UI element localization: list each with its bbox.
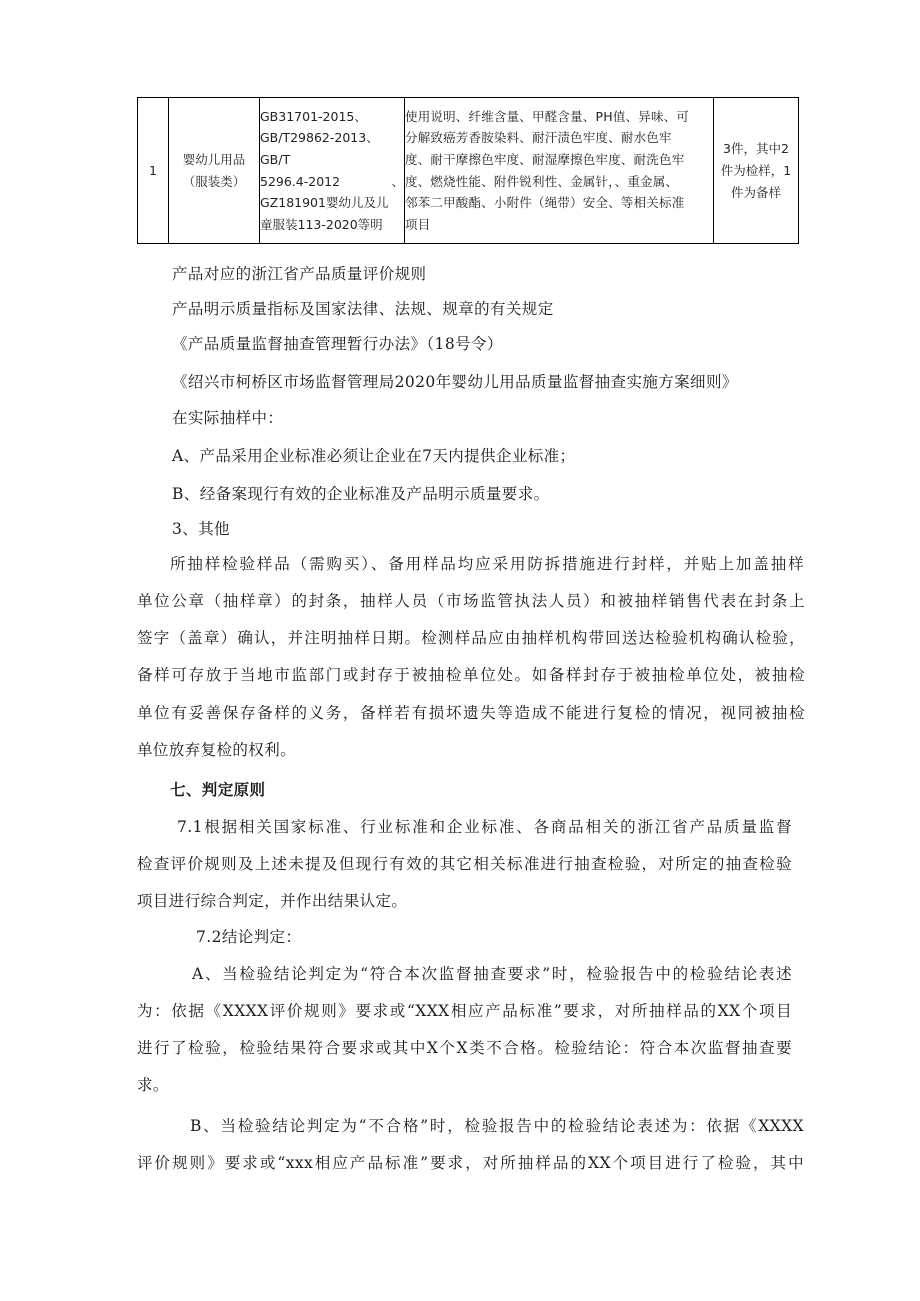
standard-line: GB31701-2015、 <box>260 108 367 124</box>
sealing-paragraph-line: 单位放弃复检的权利。 <box>137 741 297 759</box>
standard-separator: 、 <box>391 173 404 189</box>
product-line: 婴幼儿用品 <box>182 151 246 167</box>
conclusion-a-line: 为：依据《XXXX评价规则》要求或“XXX相应产品标准”要求，对所抽样品的XX个项目 <box>137 1002 792 1020</box>
product-line: （服装类） <box>182 173 246 189</box>
standard-line <box>260 171 404 193</box>
section-7-heading: 七、判定原则 <box>170 781 266 799</box>
clause-7-1-line: 7.1根据相关国家标准、行业标准和企业标准、各商品相关的浙江省产品质量监督 <box>177 818 792 836</box>
standard-line: GZ181901婴幼儿及儿 <box>260 195 389 211</box>
paragraph-item-a: A、产品采用企业标准必须让企业在7天内提供企业标准； <box>172 447 576 465</box>
item-line: 邻苯二甲酸酯、小附件（绳带）安全、等相关标准 <box>405 195 685 211</box>
table-row <box>138 98 799 244</box>
quantity-line: 件为检样，1 <box>720 162 792 178</box>
clause-7-2-heading: 7.2结论判定： <box>196 928 302 946</box>
standard-code: 5296.4-2012 <box>260 173 341 189</box>
paragraph-evaluation-rules: 产品对应的浙江省产品质量评价规则 <box>172 265 427 283</box>
inspection-table <box>137 97 799 244</box>
paragraph-quality-indicators: 产品明示质量指标及国家法律、法规、规章的有关规定 <box>172 300 554 318</box>
clause-7-1-line: 项目进行综合判定，并作出结果认定。 <box>137 892 408 910</box>
standard-line: GB/T29862-2013、 <box>260 130 379 146</box>
test-items-cell <box>405 98 714 244</box>
sealing-paragraph-line: 备样可存放于当地市监部门或封存于被抽检单位处。如备样封存于被抽检单位处，被抽检 <box>137 666 805 684</box>
item-line: 度、燃烧性能、附件锐利性、金属针，、重金属、 <box>405 173 679 189</box>
conclusion-a-line: 求。 <box>137 1076 169 1094</box>
quantity-line: 3件，其中2 <box>723 140 789 156</box>
conclusion-b-line: B、当检验结论判定为“不合格”时，检验报告中的检验结论表述为：依据《XXXX <box>190 1117 804 1135</box>
product-category <box>169 98 260 244</box>
clause-7-1-line: 检查评价规则及上述未提及但现行有效的其它相关标准进行抽查检验，对所定的抽查检验 <box>137 855 792 873</box>
sealing-paragraph-line: 单位有妥善保存备样的义务，备样若有损坏遗失等造成不能进行复检的情况，视同被抽检 <box>137 704 805 722</box>
sealing-paragraph-line: 所抽样检验样品（需购买）、备用样品均应采用防拆措施进行封样，并贴上加盖抽样 <box>170 555 804 573</box>
item-line: 项目 <box>405 216 431 232</box>
item-line: 分解致癌芳香胺染料、耐汗渍色牢度、耐水色牢 <box>405 130 672 146</box>
conclusion-b-line: 评价规则》要求或“xxx相应产品标准”要求，对所抽样品的XX个项目进行了检验，其中 <box>137 1154 804 1172</box>
sample-quantity-cell <box>714 98 799 244</box>
conclusion-a-line: 进行了检验，检验结果符合要求或其中X个X类不合格。检验结论：符合本次监督抽查要 <box>137 1039 792 1057</box>
standard-line: 童服装113-2020等明 <box>260 216 383 232</box>
section-3-other: 3、其他 <box>172 520 230 538</box>
item-line: 度、耐干摩擦色牢度、耐湿摩擦色牢度、耐洗色牢 <box>405 151 685 167</box>
paragraph-regulation-18: 《产品质量监督抽查管理暂行办法》（18号令） <box>172 335 503 353</box>
item-line: 使用说明、纤维含量、甲醛含量、PH值、异味、可 <box>405 108 690 124</box>
standard-line: GB/T <box>260 151 291 167</box>
sealing-paragraph-line: 单位公章（抽样章）的封条，抽样人员（市场监管执法人员）和被抽样销售代表在封条上 <box>137 592 805 610</box>
standards-cell <box>260 98 405 244</box>
row-index: 1 <box>138 98 169 244</box>
conclusion-a-line: A、当检验结论判定为“符合本次监督抽查要求”时，检验报告中的检验结论表述 <box>192 965 792 983</box>
paragraph-implementation-rules: 《绍兴市柯桥区市场监督管理局2020年婴幼儿用品质量监督抽查实施方案细则》 <box>172 373 738 391</box>
paragraph-actual-sampling: 在实际抽样中： <box>172 409 284 427</box>
quantity-line: 件为备样 <box>730 184 781 200</box>
paragraph-item-b: B、经备案现行有效的企业标准及产品明示质量要求。 <box>172 485 550 503</box>
sealing-paragraph-line: 签字（盖章）确认，并注明抽样日期。检测样品应由抽样机构带回送达检验机构确认检验， <box>137 629 805 647</box>
